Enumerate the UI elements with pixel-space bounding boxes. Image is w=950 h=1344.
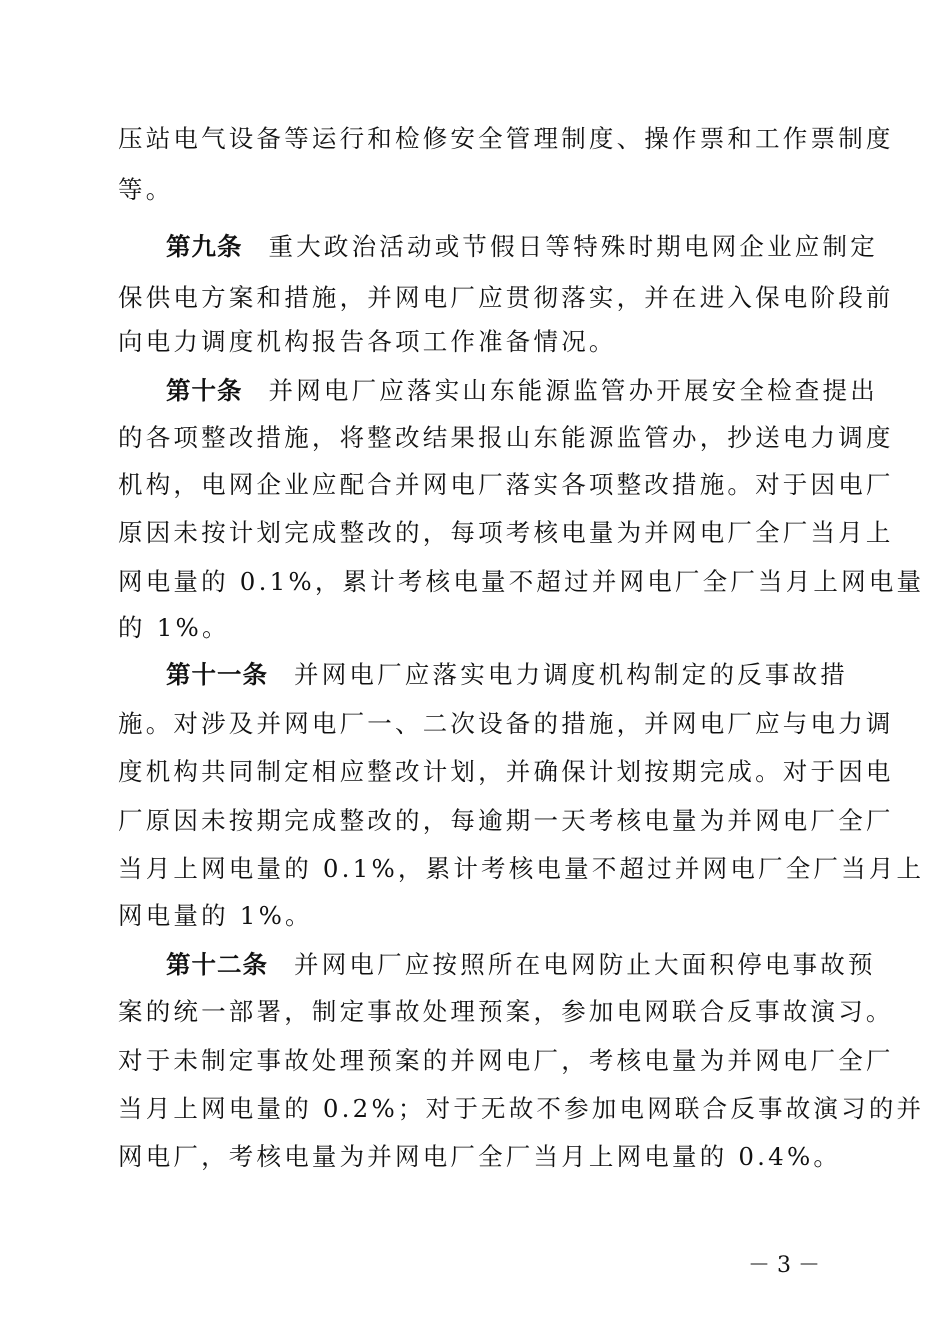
article-10-first-line bbox=[166, 376, 878, 406]
paragraph-line: 施。对涉及并网电厂一、二次设备的措施，并网电厂应与电力调 bbox=[118, 709, 894, 738]
paragraph-line: 厂原因未按期完成整改的，每逾期一天考核电量为并网电厂全厂 bbox=[118, 806, 894, 835]
paragraph-line: 案的统一部署，制定事故处理预案，参加电网联合反事故演习。 bbox=[118, 997, 894, 1026]
article-10-text: 并网电厂应落实山东能源监管办开展安全检查提出 bbox=[268, 376, 878, 405]
article-10-heading: 第十条 bbox=[166, 376, 243, 405]
paragraph-line: 当月上网电量的 0.2%；对于无故不参加电网联合反事故演习的并 bbox=[118, 1094, 925, 1123]
paragraph-line: 压站电气设备等运行和检修安全管理制度、操作票和工作票制度 bbox=[118, 124, 894, 153]
article-9-heading: 第九条 bbox=[166, 232, 243, 261]
paragraph-line: 度机构共同制定相应整改计划，并确保计划按期完成。对于因电 bbox=[118, 757, 894, 786]
paragraph-line: 对于未制定事故处理预案的并网电厂，考核电量为并网电厂全厂 bbox=[118, 1046, 894, 1075]
paragraph-line: 网电量的 1%。 bbox=[118, 901, 313, 930]
article-11-heading: 第十一条 bbox=[166, 660, 268, 689]
paragraph-line: 等。 bbox=[118, 175, 174, 204]
paragraph-line: 保供电方案和措施，并网电厂应贯彻落实，并在进入保电阶段前 bbox=[118, 283, 894, 312]
article-12-first-line bbox=[166, 950, 876, 980]
paragraph-line: 网电厂，考核电量为并网电厂全厂当月上网电量的 0.4%。 bbox=[118, 1142, 842, 1171]
article-9-text: 重大政治活动或节假日等特殊时期电网企业应制定 bbox=[268, 232, 878, 261]
paragraph-line: 的 1%。 bbox=[118, 613, 230, 642]
page-number: － 3 － bbox=[748, 1253, 820, 1278]
article-11-text: 并网电厂应落实电力调度机构制定的反事故措 bbox=[294, 660, 848, 689]
paragraph-line: 的各项整改措施，将整改结果报山东能源监管办，抄送电力调度 bbox=[118, 423, 894, 452]
paragraph-line: 机构，电网企业应配合并网电厂落实各项整改措施。对于因电厂 bbox=[118, 470, 894, 499]
article-9-first-line bbox=[166, 232, 878, 262]
paragraph-line: 向电力调度机构报告各项工作准备情况。 bbox=[118, 327, 617, 356]
article-12-heading: 第十二条 bbox=[166, 950, 268, 979]
article-11-first-line bbox=[166, 660, 848, 690]
article-12-text: 并网电厂应按照所在电网防止大面积停电事故预 bbox=[294, 950, 876, 979]
paragraph-line: 网电量的 0.1%，累计考核电量不超过并网电厂全厂当月上网电量 bbox=[118, 567, 925, 596]
paragraph-line: 当月上网电量的 0.1%，累计考核电量不超过并网电厂全厂当月上 bbox=[118, 854, 925, 883]
paragraph-line: 原因未按计划完成整改的，每项考核电量为并网电厂全厂当月上 bbox=[118, 518, 894, 547]
